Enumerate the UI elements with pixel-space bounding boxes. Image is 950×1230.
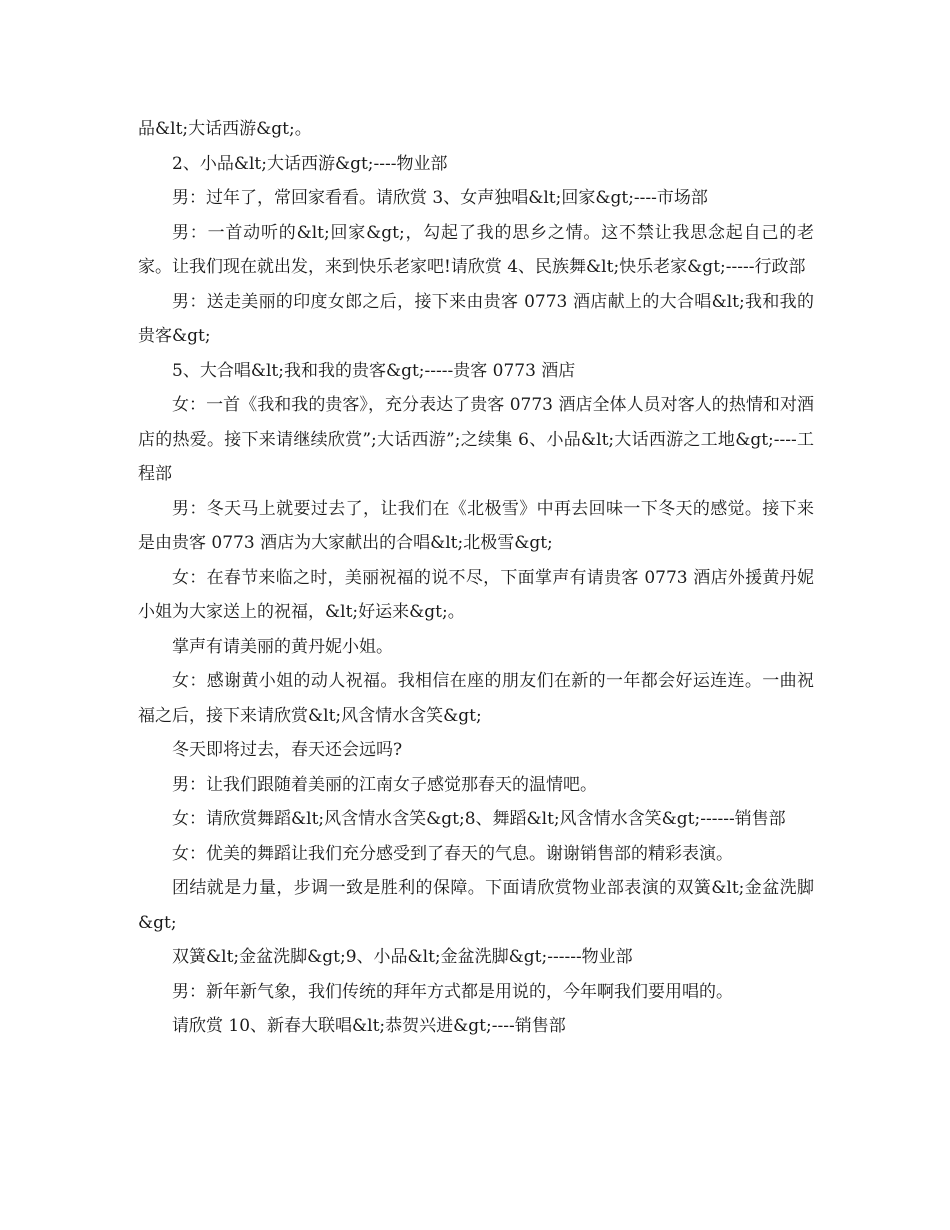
paragraph: 5、大合唱&lt;我和我的贵客&gt;-----贵客 0773 酒店	[172, 360, 576, 381]
paragraph: 掌声有请美丽的黄丹妮小姐。	[172, 636, 393, 657]
paragraph: 男：让我们跟随着美丽的江南女子感觉那春天的温情吧。	[172, 774, 597, 795]
paragraph: 2、小品&lt;大话西游&gt;----物业部	[172, 153, 448, 174]
paragraph: 女：一首《我和我的贵客》，充分表达了贵客 0773 酒店全体人员对客人的热情和对酒店的热爱。接下来请继续欣赏”;大话西游”;之续集 6、小品&lt;大话西游之工地&gt;----工程部	[138, 395, 814, 484]
paragraph: 女：在春节来临之时，美丽祝福的说不尽，下面掌声有请贵客 0773 酒店外援黄丹妮小姐为大家送上的祝福，&lt;好运来&gt;。	[138, 567, 814, 622]
paragraph: 双簧&lt;金盆洗脚&gt;9、小品&lt;金盆洗脚&gt;------物业部	[172, 947, 633, 967]
paragraph: 请欣赏 10、新春大联唱&lt;恭贺兴进&gt;----销售部	[172, 1016, 566, 1036]
paragraph: 团结就是力量，步调一致是胜利的保障。下面请欣赏物业部表演的双簧&lt;金盆洗脚&gt;	[138, 878, 814, 933]
paragraph: 男：送走美丽的印度女郎之后，接下来由贵客 0773 酒店献上的大合唱&lt;我和我的贵客&gt;	[138, 291, 814, 346]
document-body	[138, 112, 814, 1044]
paragraph: 男：冬天马上就要过去了，让我们在《北极雪》中再去回味一下冬天的感觉。接下来是由贵客 0773 酒店为大家献出的合唱&lt;北极雪&gt;	[138, 498, 814, 553]
paragraph: 女：感谢黄小姐的动人祝福。我相信在座的朋友们在新的一年都会好运连连。一曲祝福之后，接下来请欣赏&lt;风含情水含笑&gt;	[138, 671, 814, 726]
paragraph: 女：请欣赏舞蹈&lt;风含情水含笑&gt;8、舞蹈&lt;风含情水含笑&gt;------销售部	[172, 809, 786, 829]
paragraph: 品&lt;大话西游&gt;。	[138, 119, 312, 139]
paragraph: 男：新年新气象，我们传统的拜年方式都是用说的，今年啊我们要用唱的。	[172, 981, 733, 1002]
paragraph: 冬天即将过去，春天还会远吗?	[172, 740, 403, 760]
paragraph: 男：一首动听的&lt;回家&gt;，勾起了我的思乡之情。这不禁让我思念起自己的老家。让我们现在就出发，来到快乐老家吧!请欣赏 4、民族舞&lt;快乐老家&gt;-----行政部	[138, 222, 814, 277]
paragraph: 女：优美的舞蹈让我们充分感受到了春天的气息。谢谢销售部的精彩表演。	[172, 843, 733, 864]
paragraph: 男：过年了，常回家看看。请欣赏 3、女声独唱&lt;回家&gt;----市场部	[172, 188, 708, 208]
